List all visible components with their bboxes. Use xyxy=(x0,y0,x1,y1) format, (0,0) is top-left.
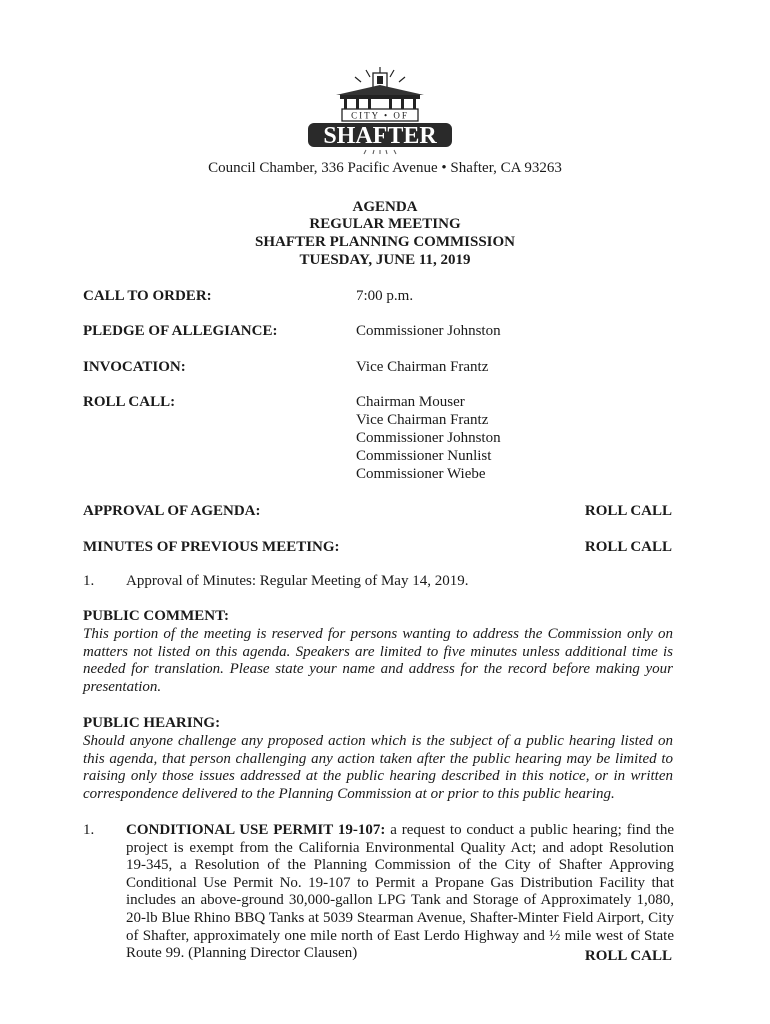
roll-call-member: Vice Chairman Frantz xyxy=(356,412,489,428)
public-hearing-heading: PUBLIC HEARING: xyxy=(83,715,221,731)
agenda-title: AGENDA xyxy=(352,199,418,215)
commission-name: SHAFTER PLANNING COMMISSION xyxy=(254,234,516,250)
roll-call-member: Commissioner Johnston xyxy=(356,430,501,446)
roll-call-member: Commissioner Nunlist xyxy=(356,448,492,464)
hearing-item xyxy=(126,822,674,963)
minutes-item-text: Approval of Minutes: Regular Meeting of May 14, 2019. xyxy=(126,573,469,589)
public-hearing-text: Should anyone challenge any proposed action which is the subject of a public hearing listed on this agenda, that person challenging any action taken after the public hearing may be limited to raising only those issues addressed at the public hearing described in this notice, or in written correspondence delivered to the Planning Commission at or prior to this public hearing. xyxy=(83,733,673,802)
call-to-order-time: 7:00 p.m. xyxy=(356,288,414,304)
public-comment-heading: PUBLIC COMMENT: xyxy=(83,608,229,624)
city-of-shafter-logo xyxy=(300,65,460,155)
roll-call-label: ROLL CALL: xyxy=(83,394,176,410)
logo-wordmark: SHAFTER xyxy=(323,123,437,149)
pledge-label: PLEDGE OF ALLEGIANCE: xyxy=(83,323,278,339)
public-comment-text: This portion of the meeting is reserved for persons wanting to address the Commission only on matters not listed on this agenda. Speakers are limited to five minutes unless additional time is needed for translation. Please state your name and address for the record before making your presentation. xyxy=(83,626,673,695)
roll-call-member: Commissioner Wiebe xyxy=(356,466,486,482)
hearing-item-roll-call: ROLL CALL xyxy=(584,948,672,964)
hearing-item-text: a request to conduct a public hearing; find the project is exempt from the California Environmental Quality Act; and adopt Resolution 19-345, a Resolution of the Planning Commission of the City of Shafter Approving Conditional Use Permit No. 19-107 to Permit a Propane Gas Distribution Facility that includes an above-ground 30,000-gallon LPG Tank and Storage of Approximately 1,080, 20-lb Blue Rhino BBQ Tanks at 5039 Stearman Avenue, Shafter-Minter Field Airport, City of Shafter, approximately one mile north of East Lerdo Highway and ½ mile west of State Route 99. (Planning Director Clausen) xyxy=(126,822,674,962)
minutes-item-number: 1. xyxy=(83,573,95,589)
meeting-date: TUESDAY, JUNE 11, 2019 xyxy=(299,252,471,268)
logo-top-text: CITY • OF xyxy=(351,110,409,121)
call-to-order-label: CALL TO ORDER: xyxy=(83,288,212,304)
minutes-label: MINUTES OF PREVIOUS MEETING: xyxy=(83,539,340,555)
hearing-item-number: 1. xyxy=(83,822,95,838)
approval-roll-call: ROLL CALL xyxy=(584,503,672,519)
hearing-item-title: CONDITIONAL USE PERMIT 19-107: xyxy=(126,822,386,838)
approval-of-agenda-label: APPROVAL OF AGENDA: xyxy=(83,503,261,519)
meeting-address: Council Chamber, 336 Pacific Avenue • Shafter, CA 93263 xyxy=(208,160,562,176)
invocation-value: Vice Chairman Frantz xyxy=(356,359,489,375)
minutes-roll-call: ROLL CALL xyxy=(584,539,672,555)
roll-call-member: Chairman Mouser xyxy=(356,394,465,410)
meeting-type: REGULAR MEETING xyxy=(309,216,461,232)
invocation-label: INVOCATION: xyxy=(83,359,186,375)
pledge-value: Commissioner Johnston xyxy=(356,323,501,339)
